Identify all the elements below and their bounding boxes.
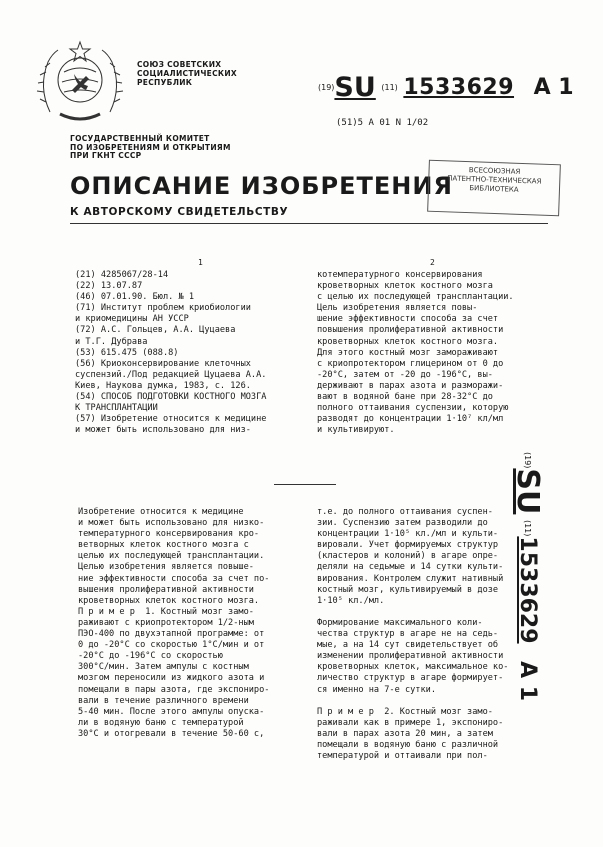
country-code: SU bbox=[334, 72, 376, 103]
stamp-line: ПАТЕНТНО-ТЕХНИЧЕСКАЯ bbox=[446, 174, 542, 186]
side-patent-number: 1533629 bbox=[515, 536, 540, 644]
text-line: 0 до -20°С со скоростью 1°С/мин и от bbox=[78, 640, 265, 651]
text-line: кроветворных клеток костного мозга bbox=[317, 281, 493, 292]
text-line: и может быть использовано для низ- bbox=[75, 425, 251, 436]
side-country-code: SU bbox=[510, 468, 545, 515]
text-line: помещали в водяную баню с различной bbox=[317, 739, 499, 750]
text-line: раживали как в примере 1, экспониро- bbox=[317, 717, 504, 728]
text-line: шение эффективности способа за счет bbox=[317, 314, 499, 325]
text-line: -20°С до -196°С со скоростью bbox=[78, 651, 223, 662]
text-line: -20°С, затем от -20 до -196°С, вы- bbox=[317, 369, 493, 380]
text-line: К ТРАНСПЛАНТАЦИИ bbox=[75, 403, 158, 414]
text-line: (22) 13.07.87 bbox=[75, 281, 143, 292]
org-line: СОЮЗ СОВЕТСКИХ bbox=[137, 60, 222, 69]
code-19: (19) bbox=[318, 83, 335, 92]
text-line: вали в течение различного времени bbox=[78, 695, 249, 706]
text-line: и криомедицины АН УССР bbox=[75, 314, 189, 325]
text-line: (53) 615.475 (088.8) bbox=[75, 347, 179, 358]
document-number bbox=[318, 72, 574, 103]
text-line: температурой и оттаивали при пол- bbox=[317, 751, 488, 762]
text-line: (72) А.С. Гольцев, А.А. Цуцаева bbox=[75, 325, 236, 336]
code-11: (11) bbox=[381, 83, 398, 92]
committee-name bbox=[70, 135, 231, 161]
side-kind-code: A 1 bbox=[515, 661, 540, 702]
bibliographic-data bbox=[75, 270, 266, 436]
text-line: ся именно на 7-е сутки. bbox=[317, 684, 436, 695]
text-line: вали в парах азота 20 мин, а затем bbox=[317, 728, 493, 739]
text-line: целью их последующей трансплантации. bbox=[78, 551, 265, 562]
text-line: кроветворных клеток костного мозга. bbox=[317, 336, 499, 347]
side-code-19: (19) bbox=[523, 452, 532, 469]
org-line: РЕСПУБЛИК bbox=[137, 78, 193, 87]
document-subtitle: К АВТОРСКОМУ СВИДЕТЕЛЬСТВУ bbox=[70, 206, 289, 218]
ipc-class: (51)5 A 01 N 1/02 bbox=[336, 118, 429, 128]
text-line: 5-40 мин. После этого ампулы опуска- bbox=[78, 706, 265, 717]
text-line: кроветворных клеток костного мозга. bbox=[78, 595, 260, 606]
side-code-11: (11) bbox=[523, 519, 532, 537]
committee-line: ПРИ ГКНТ СССР bbox=[70, 151, 142, 160]
text-line: помещали в пары азота, где экспониро- bbox=[78, 684, 270, 695]
text-line: 30°С и отогревали в течение 50-60 с, bbox=[78, 728, 265, 739]
text-line bbox=[317, 607, 508, 618]
text-line: ние эффективности способа за счет по- bbox=[78, 573, 270, 584]
text-line: Цель изобретения является повы- bbox=[317, 303, 478, 314]
text-line: и Т.Г. Дубрава bbox=[75, 336, 148, 347]
text-line: вают в водяной бане при 28-32°С до bbox=[317, 392, 493, 403]
text-line: личество структур в агаре формирует- bbox=[317, 673, 504, 684]
stamp-line: БИБЛИОТЕКА bbox=[469, 184, 519, 194]
text-line: температурного консервирования кро- bbox=[78, 529, 260, 540]
text-line: Изобретение относится к медицине bbox=[78, 507, 244, 517]
column-number-right: 2 bbox=[430, 258, 435, 267]
document-title: ОПИСАНИЕ ИЗОБРЕТЕНИЯ bbox=[70, 172, 453, 200]
text-line: (56) Криоконсервирование клеточных bbox=[75, 358, 251, 369]
text-line: зии. Суспензию затем разводили до bbox=[317, 518, 488, 529]
patent-number: 1533629 bbox=[403, 75, 515, 100]
text-line: вирования. Контролем служит нативный bbox=[317, 573, 504, 584]
stamp-line: ВСЕСОЮЗНАЯ bbox=[468, 166, 521, 176]
text-line: котемпературного консервирования bbox=[317, 270, 483, 280]
text-line: Киев, Наукова думка, 1983, с. 126. bbox=[75, 380, 251, 391]
text-line bbox=[317, 696, 508, 707]
text-line: 300°С/мин. Затем ампулы с костным bbox=[78, 662, 249, 673]
text-line: раживают с криопротектором 1/2-ным bbox=[78, 617, 254, 628]
text-line: с криопротектором глицерином от 0 до bbox=[317, 358, 504, 369]
text-line: ПЭО-400 по двухэтапной программе: от bbox=[78, 629, 265, 640]
text-line: разводят до концентрации 1·10⁷ кл/мл bbox=[317, 414, 504, 425]
text-line: вировали. Учет формируемых структур bbox=[317, 540, 499, 551]
side-document-number bbox=[510, 452, 545, 701]
text-line: держивают в парах азота и разморажи- bbox=[317, 380, 504, 391]
column-number-left: 1 bbox=[198, 258, 203, 267]
text-line: ли в водяную баню с температурой bbox=[78, 717, 244, 728]
committee-line: ГОСУДАРСТВЕННЫЙ КОМИТЕТ bbox=[70, 134, 210, 143]
description-right-column bbox=[317, 507, 508, 762]
text-line: П р и м е р 2. Костный мозг замо- bbox=[317, 706, 493, 717]
abstract-text bbox=[317, 270, 514, 436]
text-line: т.е. до полного оттаивания суспен- bbox=[317, 507, 493, 517]
text-line: и культивируют. bbox=[317, 425, 395, 436]
section-divider bbox=[274, 484, 336, 485]
text-line: полного оттаивания суспензии, которую bbox=[317, 403, 509, 414]
text-line: (71) Институт проблем криобиологии bbox=[75, 303, 251, 314]
text-line: 1·10⁵ кл./мл. bbox=[317, 595, 385, 606]
text-line: вышения пролиферативной активности bbox=[78, 584, 254, 595]
text-line: (57) Изобретение относится к медицине bbox=[75, 414, 267, 425]
text-line: Для этого костный мозг замораживают bbox=[317, 347, 499, 358]
text-line: (54) СПОСОБ ПОДГОТОВКИ КОСТНОГО МОЗГА bbox=[75, 392, 267, 403]
ussr-emblem-icon bbox=[30, 32, 130, 132]
text-line: кроветворных клеток, максимальное ко- bbox=[317, 662, 509, 673]
text-line: Формирование максимального коли- bbox=[317, 617, 483, 628]
text-line: повышения пролиферативной активности bbox=[317, 325, 504, 336]
text-line: с целью их последующей трансплантации. bbox=[317, 292, 514, 303]
text-line: мозгом переносили из жидкого азота и bbox=[78, 673, 265, 684]
text-line: суспензий./Под редакцией Цуцаева А.А. bbox=[75, 369, 267, 380]
text-line: (46) 07.01.90. Бюл. № 1 bbox=[75, 292, 194, 303]
text-line: чества структур в агаре не на седь- bbox=[317, 629, 499, 640]
text-line: Целью изобретения является повыше- bbox=[78, 562, 254, 573]
text-line: (21) 4285067/28-14 bbox=[75, 270, 169, 280]
kind-code: A 1 bbox=[533, 75, 574, 100]
org-line: СОЦИАЛИСТИЧЕСКИХ bbox=[137, 69, 237, 78]
text-line: изменении пролиферативной активности bbox=[317, 651, 504, 662]
text-line: и может быть использовано для низко- bbox=[78, 518, 265, 529]
text-line: мые, а на 14 сут свидетельствует об bbox=[317, 640, 499, 651]
org-name bbox=[137, 60, 237, 87]
text-line: костный мозг, культивируемый в дозе bbox=[317, 584, 499, 595]
text-line: П р и м е р 1. Костный мозг замо- bbox=[78, 606, 254, 617]
text-line: (кластеров и колоний) в агаре опре- bbox=[317, 551, 499, 562]
description-left-column bbox=[78, 507, 269, 740]
header-divider bbox=[70, 223, 548, 224]
committee-line: ПО ИЗОБРЕТЕНИЯМ И ОТКРЫТИЯМ bbox=[70, 142, 231, 152]
text-line: ветворных клеток костного мозга с bbox=[78, 540, 249, 551]
library-stamp bbox=[427, 160, 561, 217]
text-line: концентрации 1·10⁵ кл./мл и культи- bbox=[317, 529, 499, 540]
text-line: деляли на седьмые и 14 сутки культи- bbox=[317, 562, 504, 573]
